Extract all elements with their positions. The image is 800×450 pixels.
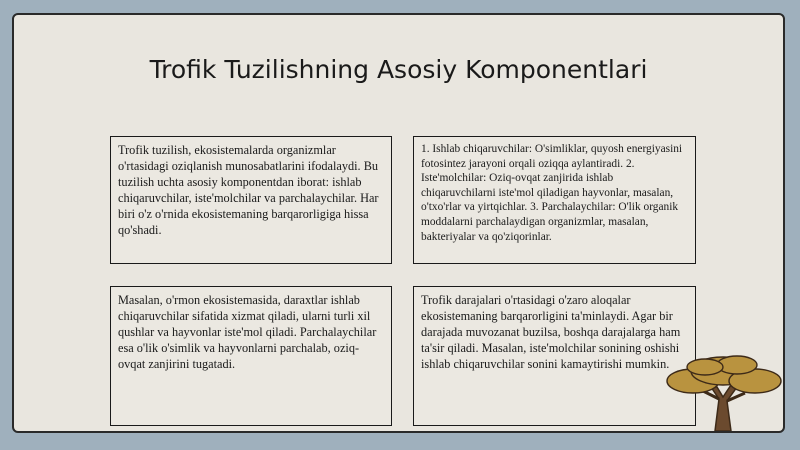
tree-foliage (667, 356, 781, 393)
text-box-interactions: Trofik darajalari o'rtasidagi o'zaro aloqalar ekosistemaning barqarorligini ta'minlaydi. Agar bir darajada muvozanat buzilsa, boshqa darajalarga ham ta'sir qiladi. Masalan, iste'molchilar sonining oshishi ishlab chiqaruvchilar sonini kamaytirishi mumkin. (413, 286, 696, 426)
tree-trunk (703, 385, 745, 431)
slide (12, 13, 785, 433)
text-box-example: Masalan, o'rmon ekosistemasida, daraxtlar ishlab chiqaruvchilar sifatida xizmat qiladi, ularni turli xil qushlar va hayvonlar iste'mol qiladi. Parchalaychilar esa o'lik o'simlik va hayvonlarni parchalab, oziq-ovqat zanjirini tugatadi. (110, 286, 392, 426)
text-box-intro: Trofik tuzilish, ekosistemalarda organizmlar o'rtasidagi oziqlanish munosabatlarini ifodalaydi. Bu tuzilish uchta asosiy komponentdan iborat: ishlab chiqaruvchilar, iste'molchilar va parchalaychilar. Har biri o'z o'rnida ekosistemaning barqarorligiga hissa qo'shadi. (110, 136, 392, 264)
text-box-components: 1. Ishlab chiqaruvchilar: O'simliklar, quyosh energiyasini fotosintez jarayoni orqali oziqqa aylantiradi. 2. Iste'molchilar: Oziq-ovqat zanjirida ishlab chiqaruvchilarni iste'mol qiladigan hayvonlar, masalan, o'txo'rlar va yirtqichlar. 3. Parchalaychilar: O'lik organik moddalarni parchalaydigan organizmlar, masalan, bakteriyalar va qo'ziqorinlar. (413, 136, 696, 264)
slide-title: Trofik Tuzilishning Asosiy Komponentlari (149, 55, 648, 84)
tree-illustration (653, 341, 783, 431)
